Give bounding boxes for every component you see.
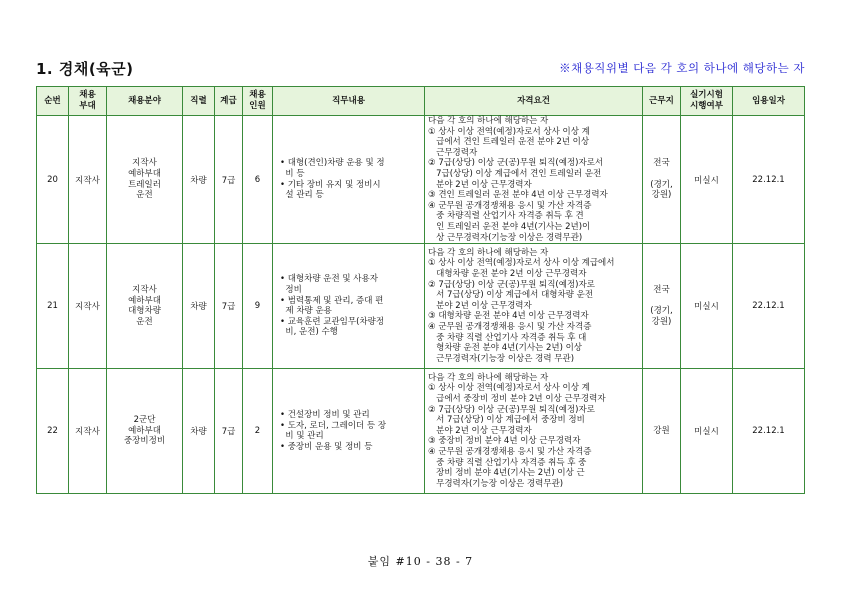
header-count: 채용 인원 [243, 87, 273, 116]
cell-series: 차량 [183, 116, 215, 244]
cell-field: 2군단 예하부대 중장비정비 [107, 369, 183, 494]
cell-location: 강원 [643, 369, 681, 494]
cell-date: 22.12.1 [733, 244, 805, 369]
header-field: 채용분야 [107, 87, 183, 116]
cell-qualifications: 다음 각 호의 하나에 해당하는 자 ① 상사 이상 전역(예정)자로서 상사 이상 계 급에서 견인 트레일러 운전 분야 2년 이상 근무경력자 ② 7급(상당) 이상 군(공)무원 퇴직(예정)자로서 7급(상당) 이상 계급에서 견인 트레일러 운전 분야 2년 이상 근무경력자 ③ 견인 트레일러 운전 분야 4년 이상 근무경력자 ④ 군무원 공개경쟁채용 응시 및 가산 자격증 중 차량직렬 산업기사 자격증 취득 후 견 인 트레일러 운전 분야 4년(기사는 2년)이 상 근무경력자(기능장 이상은 경력무관) [425, 116, 643, 244]
header-no: 순번 [37, 87, 69, 116]
cell-unit: 지작사 [69, 116, 107, 244]
header-date: 임용일자 [733, 87, 805, 116]
cell-count: 6 [243, 116, 273, 244]
cell-unit: 지작사 [69, 369, 107, 494]
cell-series: 차량 [183, 244, 215, 369]
table-row [37, 369, 805, 494]
cell-no: 21 [37, 244, 69, 369]
cell-date: 22.12.1 [733, 369, 805, 494]
cell-no: 20 [37, 116, 69, 244]
cell-qualifications: 다음 각 호의 하나에 해당하는 자 ① 상사 이상 전역(예정)자로서 상사 이상 계 급에서 중장비 정비 분야 2년 이상 근무경력자 ② 7급(상당) 이상 군(공)무원 퇴직(예정)자로 서 7급(상당) 이상 계급에서 중장비 정비 분야 2년 이상 근무경력자 ③ 중장비 정비 분야 4년 이상 근무경력자 ④ 군무원 공개경쟁채용 응시 및 가산 자격증 중 차량 직렬 산업기사 자격증 취득 후 중 장비 정비 분야 4년(기사는 2년) 이상 근 무경력자(기능장 이상은 경력무관) [425, 369, 643, 494]
cell-grade: 7급 [215, 369, 243, 494]
cell-date: 22.12.1 [733, 116, 805, 244]
header-series: 직렬 [183, 87, 215, 116]
cell-grade: 7급 [215, 116, 243, 244]
header-qualifications: 자격요건 [425, 87, 643, 116]
cell-duties: • 대형(견인)차량 운용 및 정 비 등 • 기타 장비 유지 및 정비시 설 관리 등 [273, 116, 425, 244]
cell-location: 전국 (경기, 강원) [643, 116, 681, 244]
table-row [37, 244, 805, 369]
cell-grade: 7급 [215, 244, 243, 369]
section-title: 1. 경채(육군) [36, 60, 134, 78]
cell-unit: 지작사 [69, 244, 107, 369]
cell-qualifications: 다음 각 호의 하나에 해당하는 자 ① 상사 이상 전역(예정)자로서 상사 이상 계급에서 대형차량 운전 분야 2년 이상 근무경력자 ② 7급(상당) 이상 군(공)무원 퇴직(예정)자로 서 7급(상당) 이상 계급에서 대형차량 운전 분야 2년 이상 근무경력자 ③ 대형차량 운전 분야 4년 이상 근무경력자 ④ 군무원 공개경쟁채용 응시 및 가산 자격증 중 차량 직렬 산업기사 자격증 취득 후 대 형차량 운전 분야 4년(기사는 2년) 이상 근무경력자(기능장 이상은 경력 무관) [425, 244, 643, 369]
header-location: 근무지 [643, 87, 681, 116]
cell-practical: 미실시 [681, 369, 733, 494]
cell-field: 지작사 예하부대 대형차량 운전 [107, 244, 183, 369]
table-body [37, 116, 805, 494]
header-practical: 실기시험 시행여부 [681, 87, 733, 116]
cell-series: 차량 [183, 369, 215, 494]
table-header-row [37, 87, 805, 116]
cell-location: 전국 (경기, 강원) [643, 244, 681, 369]
cell-practical: 미실시 [681, 116, 733, 244]
cell-count: 2 [243, 369, 273, 494]
cell-count: 9 [243, 244, 273, 369]
table-row [37, 116, 805, 244]
cell-duties: • 대형차량 운전 및 사용자 정비 • 범력통제 및 관리, 증대 편 제 차량 운용 • 교육훈련 교관임무(차량정 비, 운전) 수행 [273, 244, 425, 369]
header-unit: 채용 부대 [69, 87, 107, 116]
recruitment-table [36, 86, 805, 494]
page-footer: 붙임 #10 - 38 - 7 [367, 555, 474, 568]
cell-field: 지작사 예하부대 트레일러 운전 [107, 116, 183, 244]
header-duties: 직무내용 [273, 87, 425, 116]
cell-duties: • 건설장비 정비 및 관리 • 도자, 로더, 그레이더 등 장 비 및 관리 • 중장비 운용 및 정비 등 [273, 369, 425, 494]
cell-no: 22 [37, 369, 69, 494]
header-grade: 계급 [215, 87, 243, 116]
cell-practical: 미실시 [681, 244, 733, 369]
section-note: ※채용직위별 다음 각 호의 하나에 해당하는 자 [559, 61, 805, 75]
